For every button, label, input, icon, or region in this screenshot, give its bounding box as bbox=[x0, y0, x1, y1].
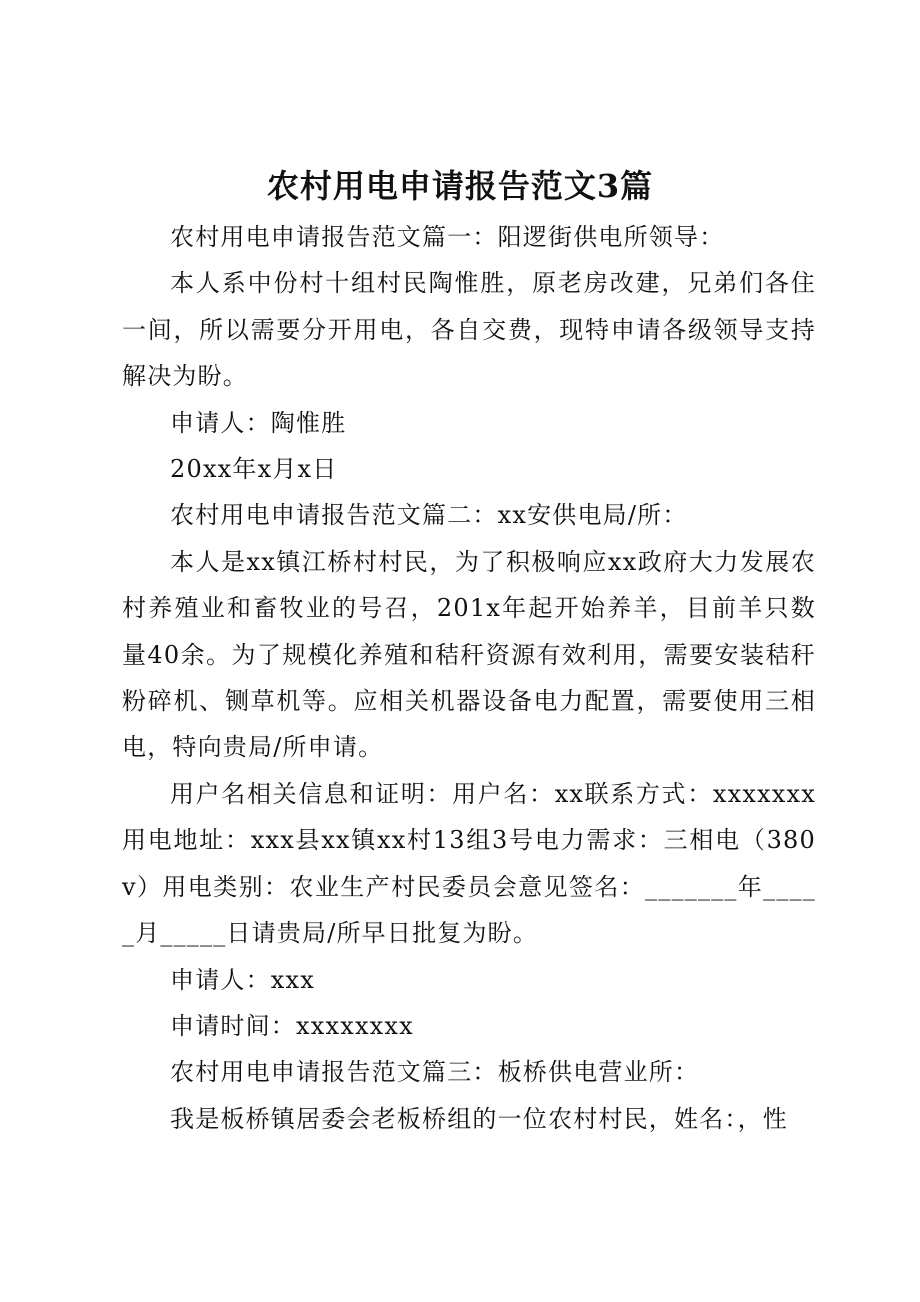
paragraph-date-2: 申请时间：xxxxxxxx bbox=[170, 1011, 414, 1040]
paragraph-heading-1: 农村用电申请报告范文篇一：阳逻街供电所领导： bbox=[170, 223, 725, 251]
paragraph-heading-2: 农村用电申请报告范文篇二：xx安供电局/所： bbox=[170, 501, 688, 530]
document-body bbox=[122, 214, 816, 1142]
paragraph-applicant-2: 申请人：xxx bbox=[170, 965, 316, 994]
paragraph-body-1: 本人系中份村十组村民陶惟胜，原老房改建，兄弟们各住一间，所以需要分开用电，各自交费，现特申请各级领导支持解决为盼。 bbox=[122, 269, 816, 391]
paragraph-applicant-1: 申请人：陶惟胜 bbox=[170, 408, 347, 437]
paragraph-heading-3: 农村用电申请报告范文篇三：板桥供电营业所： bbox=[170, 1058, 700, 1087]
paragraph-body-2: 本人是xx镇江桥村村民，为了积极响应xx政府大力发展农村养殖业和畜牧业的号召，201x年起开始养羊，目前羊只数量40余。为了规模化养殖和秸秆资源有效利用，需要安装秸秆粉碎机、铡草机等。应相关机器设备电力配置，需要使用三相电，特向贵局/所申请。 bbox=[122, 547, 816, 762]
document-title: 农村用电申请报告范文3篇 bbox=[266, 167, 654, 205]
paragraph-date-1: 20xx年x月x日 bbox=[170, 455, 338, 484]
paragraph-user-info: 用户名相关信息和证明：用户名：xx联系方式：xxxxxxx用电地址：xxx县xx镇xx村13组3号电力需求：三相电（380v）用电类别：农业生产村民委员会意见签名：_______年_____月_____日请贵局/所早日批复为盼。 bbox=[122, 779, 816, 948]
paragraph-body-3: 我是板桥镇居委会老板桥组的一位农村村民，姓名：，性 bbox=[170, 1104, 788, 1133]
